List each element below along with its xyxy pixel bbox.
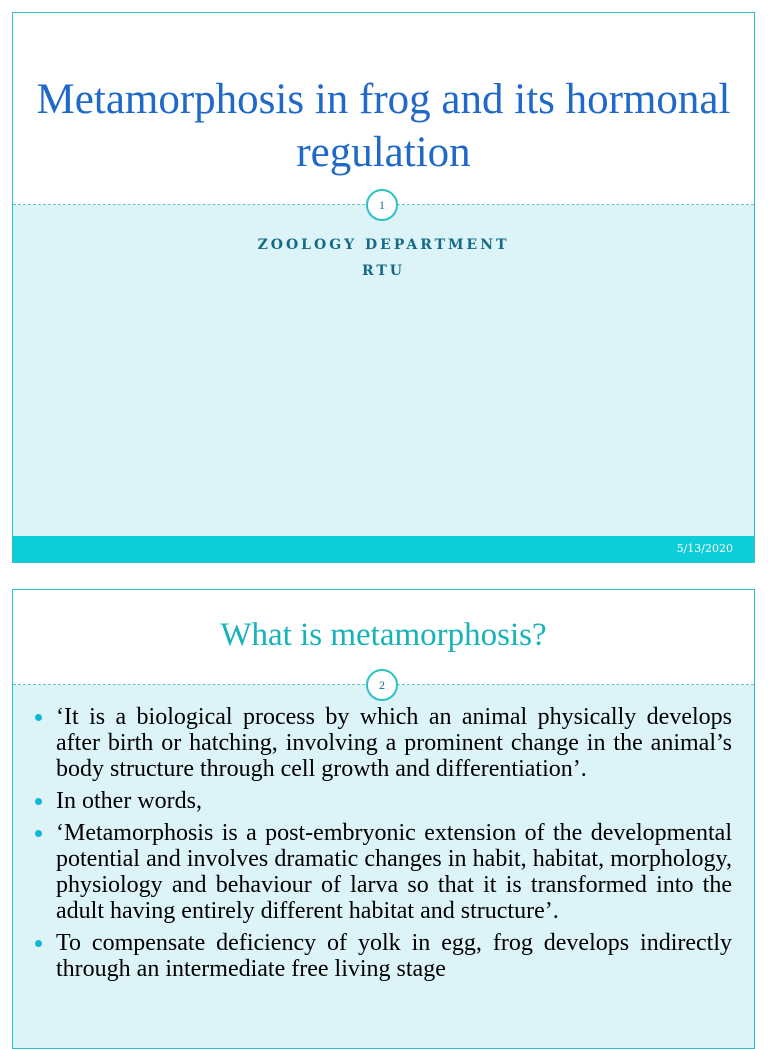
bullet-text: To compensate deficiency of yolk in egg, frog develops indirectly through an intermediate free living stage xyxy=(56,930,732,982)
bullet-dot-icon xyxy=(35,940,42,947)
slide-1-body xyxy=(13,205,754,562)
slide-2-bullet-list xyxy=(35,704,732,988)
slide-2-title: What is metamorphosis? xyxy=(220,617,547,653)
bullet-item xyxy=(35,820,732,924)
slide-2 xyxy=(12,589,755,1049)
slide-1-subtitle xyxy=(13,232,754,284)
subtitle-department: ZOOLOGY DEPARTMENT xyxy=(257,237,510,253)
bullet-item xyxy=(35,930,732,982)
slide-1-title-area xyxy=(13,13,754,205)
slide-1-title: Metamorphosis in frog and its hormonal regulation xyxy=(36,76,731,176)
slide-1-number-badge: 1 xyxy=(366,189,398,221)
bullet-text: ‘Metamorphosis is a post-embryonic extension of the developmental potential and involves dramatic changes in habit, habitat, morphology, physiology and behaviour of larva so that it is transformed into the adult having entirely different habitat and structure’. xyxy=(56,820,732,924)
bullet-item xyxy=(35,704,732,782)
slide-2-body xyxy=(13,685,754,1048)
slide-2-number-badge: 2 xyxy=(366,669,398,701)
bullet-dot-icon xyxy=(35,798,42,805)
bullet-text: ‘It is a biological process by which an animal physically develops after birth or hatching, involving a prominent change in the animal’s body structure through cell growth and differentiation’. xyxy=(56,704,732,782)
subtitle-institution: RTU xyxy=(361,263,405,279)
slide-1-footer-date: 5/13/2020 xyxy=(676,542,733,555)
slide-1-footer-bar xyxy=(13,536,754,562)
bullet-text: In other words, xyxy=(56,788,202,814)
bullet-dot-icon xyxy=(35,714,42,721)
slide-1 xyxy=(12,12,755,563)
bullet-dot-icon xyxy=(35,830,42,837)
bullet-item xyxy=(35,788,732,814)
